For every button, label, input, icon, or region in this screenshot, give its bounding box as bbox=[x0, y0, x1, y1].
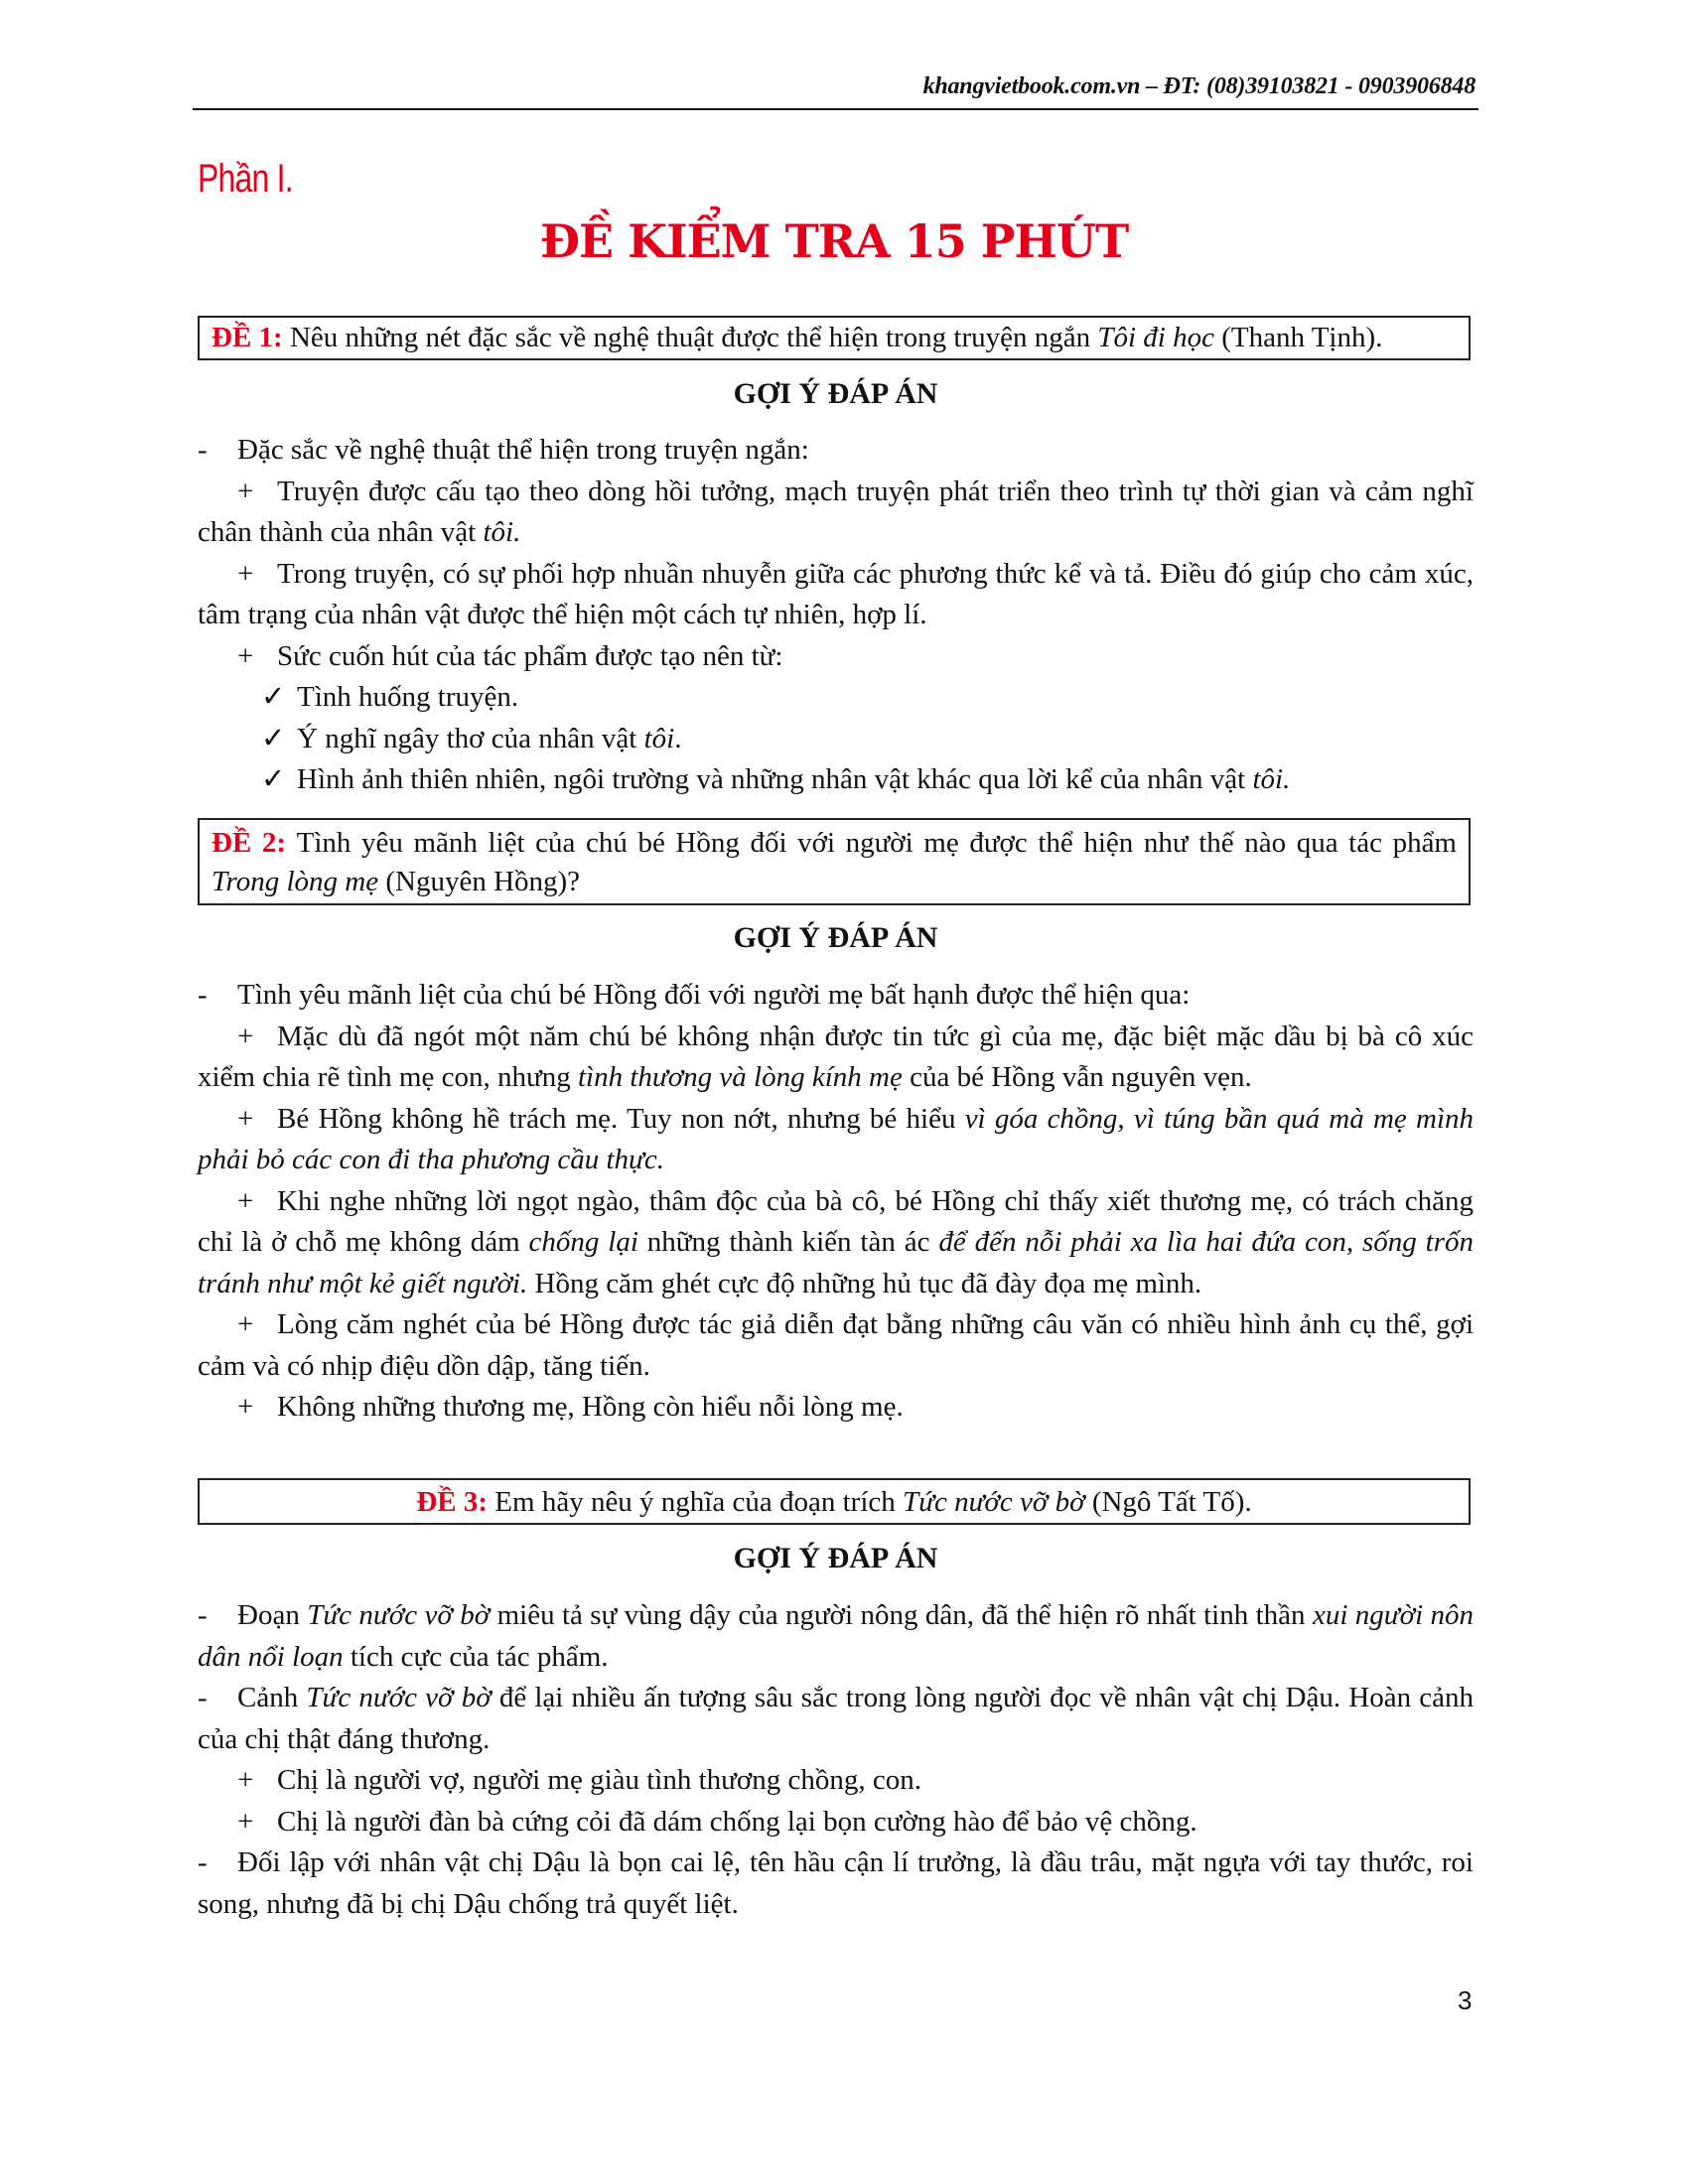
italic-text: Trong lòng mẹ bbox=[211, 866, 379, 897]
question-box-2 bbox=[198, 818, 1471, 905]
text-run: để lại nhiều ấn tượng sâu sắc trong lòng người đọc về nhân vật chị Dậu. Hoàn cảnh của chị thật đáng thương. bbox=[198, 1682, 1474, 1755]
plus-list-item bbox=[198, 636, 1474, 678]
check-list-item bbox=[198, 759, 1474, 801]
italic-text: Tức nước vỡ bờ bbox=[307, 1599, 491, 1631]
dash-list-item bbox=[198, 1678, 1474, 1760]
plus-bullet: + bbox=[237, 1020, 254, 1052]
answer-section-3 bbox=[198, 1595, 1474, 1925]
answer-heading-3: GỢI Ý ĐÁP ÁN bbox=[733, 1542, 938, 1574]
check-icon: ✓ bbox=[261, 763, 286, 795]
plus-list-item bbox=[198, 472, 1474, 554]
italic-text: chống lại bbox=[528, 1226, 638, 1258]
question-label: ĐỀ 3: bbox=[416, 1486, 495, 1518]
text-run: Đoạn bbox=[237, 1599, 308, 1631]
plus-bullet: + bbox=[237, 1308, 254, 1340]
dash-bullet: - bbox=[198, 979, 208, 1011]
check-icon: ✓ bbox=[261, 722, 286, 754]
plus-bullet: + bbox=[237, 1184, 254, 1217]
text-run: Hồng căm ghét cực độ những hủ tục đã đày đọa mẹ mình. bbox=[527, 1267, 1202, 1299]
plus-list-item bbox=[198, 1304, 1474, 1387]
plus-bullet: + bbox=[237, 1764, 254, 1796]
plus-list-item bbox=[198, 1181, 1474, 1305]
text-run: Chị là người đàn bà cứng cỏi đã dám chống lại bọn cường hào để bảo vệ chồng. bbox=[277, 1805, 1197, 1838]
italic-text: tôi. bbox=[483, 516, 521, 548]
text-run: Chị là người vợ, người mẹ giàu tình thương chồng, con. bbox=[277, 1764, 921, 1796]
text-run: Đối lập với nhân vật chị Dậu là bọn cai lệ, tên hầu cận lí trưởng, là đầu trâu, mặt ngựa với tay thước, roi song, nhưng đã bị chị Dậu chống trả quyết liệt. bbox=[198, 1846, 1474, 1920]
text-run: Tình yêu mãnh liệt của chú bé Hồng đối với người mẹ bất hạnh được thể hiện qua: bbox=[237, 979, 1191, 1011]
italic-text: tôi bbox=[643, 722, 675, 754]
italic-text: vì góa chồng, vì túng bần quá mà mẹ mình phải bỏ các con đi tha phương cầu thực. bbox=[198, 1102, 1474, 1175]
text-run: Đặc sắc về nghệ thuật thể hiện trong truyện ngắn: bbox=[237, 434, 809, 466]
question-box-1 bbox=[198, 316, 1471, 360]
plus-list-item bbox=[198, 1760, 1474, 1802]
dash-list-item bbox=[198, 975, 1474, 1017]
part-label: Phần I. bbox=[198, 157, 293, 201]
answer-heading-2: GỢI Ý ĐÁP ÁN bbox=[733, 921, 938, 954]
dash-list-item bbox=[198, 1595, 1474, 1678]
text-run: tích cực của tác phẩm. bbox=[343, 1640, 609, 1673]
page-number: 3 bbox=[1458, 1985, 1473, 2015]
check-icon: ✓ bbox=[261, 681, 286, 713]
dash-bullet: - bbox=[198, 1682, 208, 1713]
text-run: Tình huống truyện. bbox=[297, 681, 519, 713]
dash-list-item bbox=[198, 430, 1474, 472]
italic-text: Tôi đi học bbox=[1097, 322, 1214, 353]
answer-heading-1: GỢI Ý ĐÁP ÁN bbox=[733, 377, 938, 410]
answer-section-2 bbox=[198, 975, 1474, 1429]
page-header: khangvietbook.com.vn – ĐT: (08)39103821 - 0903906848 bbox=[922, 73, 1476, 99]
plus-bullet: + bbox=[237, 1805, 254, 1838]
text-run: Sức cuốn hút của tác phẩm được tạo nên từ: bbox=[277, 639, 783, 672]
dash-bullet: - bbox=[198, 1846, 208, 1878]
text-run: (Ngô Tất Tố). bbox=[1084, 1486, 1252, 1518]
question-label: ĐỀ 2: bbox=[211, 827, 297, 859]
text-run: Truyện được cấu tạo theo dòng hồi tưởng, mạch truyện phát triển theo trình tự thời gian và cảm nghĩ chân thành của nhân vật bbox=[198, 475, 1474, 548]
dash-list-item bbox=[198, 1843, 1474, 1925]
text-run: Mặc dù đã ngót một năm chú bé không nhận được tin tức gì của mẹ, đặc biệt mặc dầu bị bà cô xúc xiểm chia rẽ tình mẹ con, nhưng bbox=[198, 1020, 1474, 1093]
text-run: Tình yêu mãnh liệt của chú bé Hồng đối với người mẹ được thể hiện như thế nào qua tác phẩm bbox=[296, 827, 1457, 859]
check-list-item bbox=[198, 677, 1474, 719]
text-run: của bé Hồng vẫn nguyên vẹn. bbox=[902, 1061, 1252, 1093]
text-run: Em hãy nêu ý nghĩa của đoạn trích bbox=[494, 1486, 903, 1518]
italic-text: Tức nước vỡ bờ bbox=[903, 1486, 1085, 1518]
text-run: Bé Hồng không hề trách mẹ. Tuy non nớt, nhưng bé hiểu bbox=[277, 1102, 965, 1135]
italic-text: tôi. bbox=[1252, 763, 1291, 795]
plus-list-item bbox=[198, 1387, 1474, 1429]
text-run: những thành kiến tàn ác bbox=[637, 1226, 939, 1258]
question-box-3 bbox=[198, 1478, 1471, 1525]
plus-bullet: + bbox=[237, 639, 254, 672]
page-title: ĐỀ KIỂM TRA 15 PHÚT bbox=[539, 214, 1129, 268]
plus-list-item bbox=[198, 1099, 1474, 1181]
text-run: Cảnh bbox=[237, 1682, 307, 1713]
plus-bullet: + bbox=[237, 557, 254, 590]
text-run: Khi nghe những lời ngọt ngào, thâm độc của bà cô, bé Hồng chỉ thấy xiết thương mẹ, có trách chăng chỉ là ở chỗ mẹ không dám bbox=[198, 1184, 1474, 1258]
plus-bullet: + bbox=[237, 1391, 254, 1423]
answer-section-1 bbox=[198, 430, 1474, 801]
dash-bullet: - bbox=[198, 434, 208, 466]
text-run: Nêu những nét đặc sắc về nghệ thuật được thể hiện trong truyện ngắn bbox=[289, 322, 1098, 353]
plus-bullet: + bbox=[237, 475, 254, 507]
text-run: Hình ảnh thiên nhiên, ngôi trường và những nhân vật khác qua lời kể của nhân vật bbox=[297, 763, 1253, 795]
text-run: Không những thương mẹ, Hồng còn hiểu nỗi lòng mẹ. bbox=[277, 1391, 904, 1423]
plus-list-item bbox=[198, 1017, 1474, 1099]
text-run: Trong truyện, có sự phối hợp nhuần nhuyễn giữa các phương thức kể và tả. Điều đó giúp cho cảm xúc, tâm trạng của nhân vật được thể hiện một cách tự nhiên, hợp lí. bbox=[198, 557, 1474, 630]
text-run: Lòng căm nghét của bé Hồng được tác giả diễn đạt bằng những câu văn có nhiều hình ảnh cụ thể, gợi cảm và có nhịp điệu dồn dập, tăng tiến. bbox=[198, 1308, 1474, 1382]
text-run: (Thanh Tịnh). bbox=[1214, 322, 1383, 353]
italic-text: Tức nước vỡ bờ bbox=[306, 1682, 492, 1713]
text-run: (Nguyên Hồng)? bbox=[378, 866, 581, 897]
italic-text: xui người nôn dân nổi loạn bbox=[198, 1599, 1475, 1673]
check-list-item bbox=[198, 719, 1474, 760]
header-rule bbox=[193, 108, 1478, 110]
text-run: miêu tả sự vùng dậy của người nông dân, đã thể hiện rõ nhất tinh thần bbox=[490, 1599, 1313, 1631]
italic-text: tình thương và lòng kính mẹ bbox=[577, 1061, 903, 1093]
plus-list-item bbox=[198, 1802, 1474, 1843]
question-label: ĐỀ 1: bbox=[211, 322, 290, 353]
dash-bullet: - bbox=[198, 1599, 208, 1631]
plus-bullet: + bbox=[237, 1102, 254, 1135]
italic-text: để đến nỗi phải xa lìa hai đứa con, sống trốn tránh như một kẻ giết người. bbox=[198, 1226, 1475, 1299]
text-run: Ý nghĩ ngây thơ của nhân vật bbox=[297, 722, 644, 754]
plus-list-item bbox=[198, 554, 1474, 636]
text-run: . bbox=[674, 722, 682, 754]
